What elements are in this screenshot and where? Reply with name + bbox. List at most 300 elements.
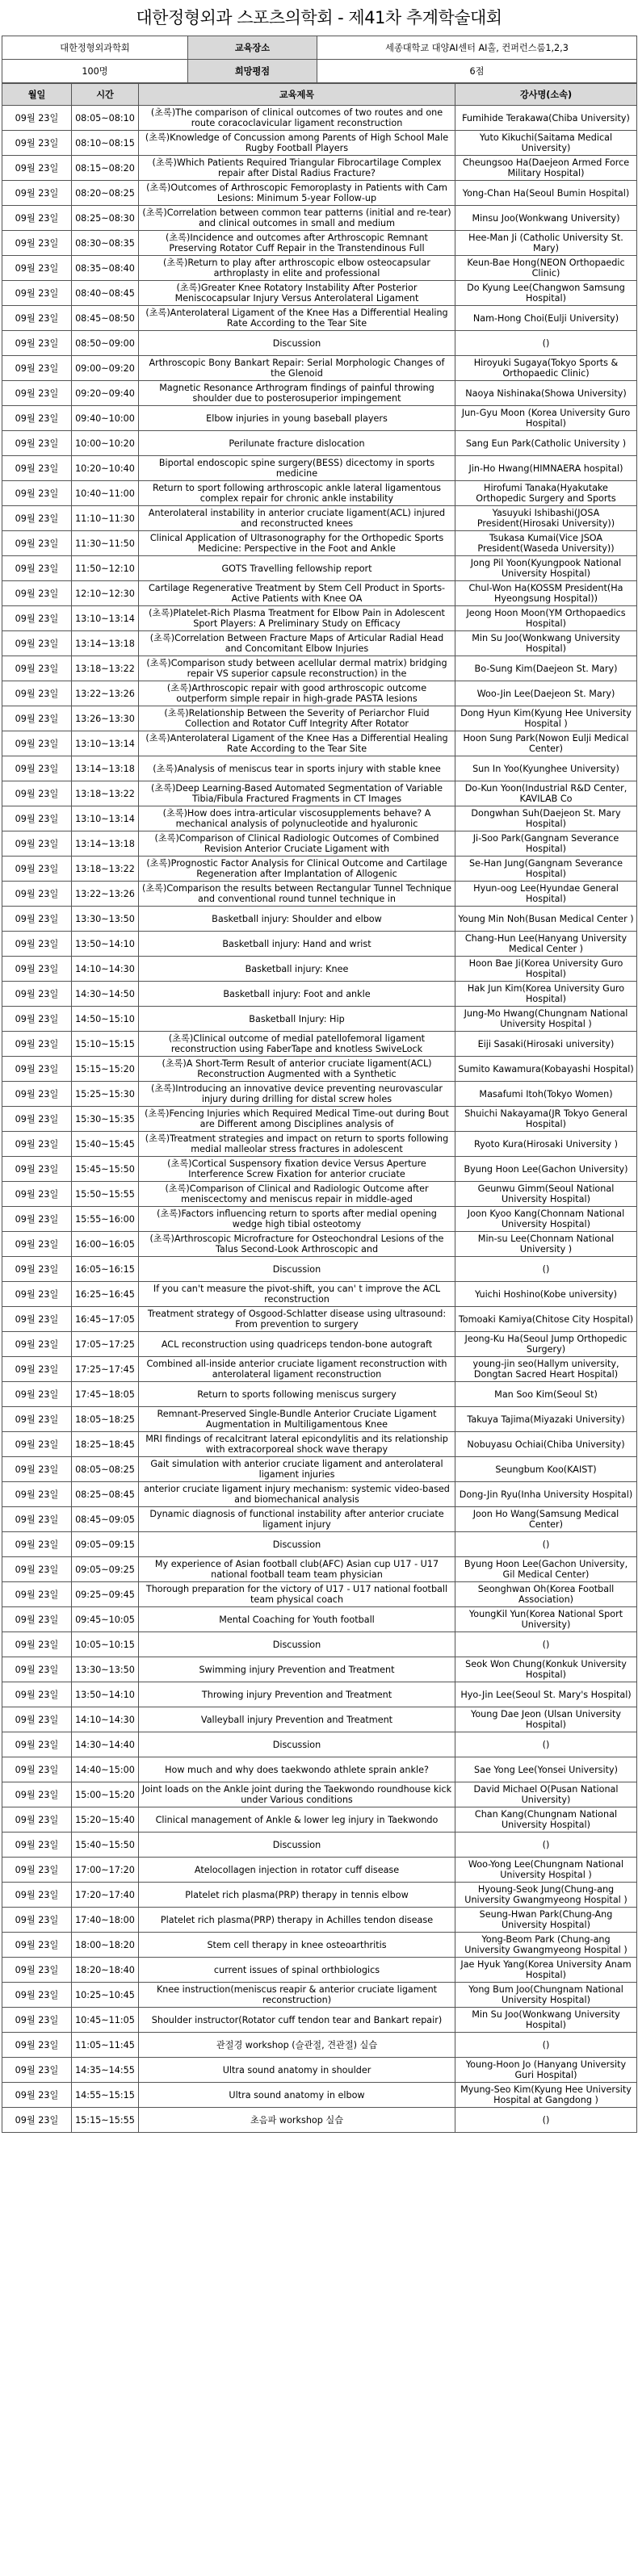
row-date: 09월 23일 — [2, 1557, 72, 1582]
org-name: 대한정형외과학회 — [2, 36, 188, 60]
row-title: Basketball injury: Shoulder and elbow — [139, 907, 455, 932]
table-row — [2, 1107, 637, 1132]
table-row — [2, 1933, 637, 1958]
row-time: 15:20~15:40 — [72, 1807, 139, 1833]
row-title: Biportal endoscopic spine surgery(BESS) dicectomy in sports medicine — [139, 456, 455, 481]
row-speaker: Hee-Man Ji (Catholic University St. Mary) — [455, 231, 637, 256]
credit-label: 희망평점 — [188, 60, 317, 83]
row-date: 09월 23일 — [2, 1182, 72, 1207]
table-row — [2, 356, 637, 381]
row-title: (초록)Return to play after arthroscopic elbow osteocapsular arthroplasty in elite and professional — [139, 256, 455, 281]
row-title: anterior cruciate ligament injury mechanism: systemic video-based and biomechanical analysis — [139, 1482, 455, 1507]
row-speaker: () — [455, 1532, 637, 1557]
row-title: GOTS Travelling fellowship report — [139, 556, 455, 581]
row-time: 09:05~09:25 — [72, 1557, 139, 1582]
row-title: (초록)Knowledge of Concussion among Parents of High School Male Rugby Football Players — [139, 131, 455, 156]
row-speaker: Chang-Hun Lee(Hanyang University Medical Center ) — [455, 932, 637, 957]
table-row — [2, 506, 637, 531]
row-time: 17:25~17:45 — [72, 1357, 139, 1382]
row-date: 09월 23일 — [2, 356, 72, 381]
row-time: 10:40~11:00 — [72, 481, 139, 506]
table-row — [2, 756, 637, 781]
row-title: Clinical Application of Ultrasonography for the Orthopedic Sports Medicine: Perspective in the Foot and Ankle — [139, 531, 455, 556]
row-speaker: Dong-Jin Ryu(Inha University Hospital) — [455, 1482, 637, 1507]
row-speaker: Joon Ho Wang(Samsung Medical Center) — [455, 1507, 637, 1532]
table-row — [2, 1232, 637, 1257]
row-title: Ultra sound anatomy in elbow — [139, 2083, 455, 2108]
row-time: 08:40~08:45 — [72, 281, 139, 306]
row-speaker: Tomoaki Kamiya(Chitose City Hospital) — [455, 1307, 637, 1332]
row-date: 09월 23일 — [2, 957, 72, 982]
row-time: 13:18~13:22 — [72, 656, 139, 681]
row-date: 09월 23일 — [2, 1757, 72, 1782]
row-speaker: Jung-Mo Hwang(Chungnam National University Hospital ) — [455, 1007, 637, 1032]
row-title: (초록)Anterolateral Ligament of the Knee Has a Differential Healing Rate According to the Tear Site — [139, 306, 455, 331]
row-speaker: young-jin seo(Hallym university, Dongtan Sacred Heart Hospital) — [455, 1357, 637, 1382]
row-date: 09월 23일 — [2, 306, 72, 331]
table-row — [2, 1457, 637, 1482]
row-time: 11:30~11:50 — [72, 531, 139, 556]
row-speaker: Sumito Kawamura(Kobayashi Hospital) — [455, 1057, 637, 1082]
page-title: 대한정형외과 스포츠의학회 - 제41차 추계학술대회 — [136, 8, 502, 27]
row-date: 09월 23일 — [2, 2008, 72, 2033]
table-row — [2, 1007, 637, 1032]
row-title: Thorough preparation for the victory of U17 - U17 national football team physical coach — [139, 1582, 455, 1607]
row-time: 13:18~13:22 — [72, 781, 139, 806]
table-row — [2, 2108, 637, 2133]
row-title: Knee instruction(meniscus reapir & anterior cruciate ligament reconstruction) — [139, 1983, 455, 2008]
table-row — [2, 681, 637, 706]
row-time: 09:45~10:05 — [72, 1607, 139, 1632]
table-row — [2, 456, 637, 481]
table-row — [2, 1132, 637, 1157]
row-time: 14:40~15:00 — [72, 1757, 139, 1782]
row-date: 09월 23일 — [2, 2108, 72, 2133]
table-row — [2, 957, 637, 982]
row-speaker: Woo-Jin Lee(Daejeon St. Mary) — [455, 681, 637, 706]
row-time: 18:25~18:45 — [72, 1432, 139, 1457]
row-title: (초록)Outcomes of Arthroscopic Femoroplasty in Patients with Cam Lesions: Minimum 5-year Follow-up — [139, 181, 455, 206]
row-speaker: Seonghwan Oh(Korea Football Association) — [455, 1582, 637, 1607]
row-title: (초록)Comparison of Clinical and Radiologic Outcome after meniscectomy and meniscus repair in middle-aged — [139, 1182, 455, 1207]
row-speaker: Hoon Sung Park(Nowon Eulji Medical Center) — [455, 731, 637, 756]
table-row — [2, 256, 637, 281]
table-row — [2, 2058, 637, 2083]
row-time: 15:25~15:30 — [72, 1082, 139, 1107]
table-row — [2, 1507, 637, 1532]
row-time: 16:45~17:05 — [72, 1307, 139, 1332]
row-time: 11:10~11:30 — [72, 506, 139, 531]
row-speaker: Takuya Tajima(Miyazaki University) — [455, 1407, 637, 1432]
row-title: MRI findings of recalcitrant lateral epicondylitis and its relationship with extracorporeal shock wave therapy — [139, 1432, 455, 1457]
row-speaker: Chul-Won Ha(KOSSM President(Ha Hyeongsung Hospital)) — [455, 581, 637, 606]
row-date: 09월 23일 — [2, 1282, 72, 1307]
row-time: 13:10~13:14 — [72, 806, 139, 831]
table-row — [2, 831, 637, 857]
row-date: 09월 23일 — [2, 1582, 72, 1607]
row-title: Clinical management of Ankle & lower leg injury in Taekwondo — [139, 1807, 455, 1833]
row-date: 09월 23일 — [2, 1833, 72, 1858]
row-speaker: () — [455, 2033, 637, 2058]
row-date: 09월 23일 — [2, 1082, 72, 1107]
row-date: 09월 23일 — [2, 331, 72, 356]
row-speaker: Do-Kun Yoon(Industrial R&D Center, KAVILAB Co — [455, 781, 637, 806]
row-time: 16:05~16:15 — [72, 1257, 139, 1282]
row-title: Treatment strategy of Osgood-Schlatter disease using ultrasound: From prevention to surgery — [139, 1307, 455, 1332]
col-header-speaker: 강사명(소속) — [455, 84, 637, 106]
row-time: 14:30~14:40 — [72, 1732, 139, 1757]
row-date: 09월 23일 — [2, 481, 72, 506]
row-speaker: Dongwhan Suh(Daejeon St. Mary Hospital) — [455, 806, 637, 831]
row-title: Platelet rich plasma(PRP) therapy in Achilles tendon disease — [139, 1908, 455, 1933]
row-speaker: Young Dae Jeon (Ulsan University Hospital) — [455, 1707, 637, 1732]
row-speaker: Jun-Gyu Moon (Korea University Guro Hospital) — [455, 406, 637, 431]
row-date: 09월 23일 — [2, 1958, 72, 1983]
row-date: 09월 23일 — [2, 1807, 72, 1833]
row-time: 08:30~08:35 — [72, 231, 139, 256]
row-date: 09월 23일 — [2, 982, 72, 1007]
row-date: 09월 23일 — [2, 806, 72, 831]
table-row — [2, 1182, 637, 1207]
row-speaker: Yuto Kikuchi(Saitama Medical University) — [455, 131, 637, 156]
row-speaker: Geunwu Gimm(Seoul National University Hospital) — [455, 1182, 637, 1207]
row-time: 14:10~14:30 — [72, 957, 139, 982]
row-date: 09월 23일 — [2, 1883, 72, 1908]
row-date: 09월 23일 — [2, 1332, 72, 1357]
row-speaker: Ji-Soo Park(Gangnam Severance Hospital) — [455, 831, 637, 857]
row-title: If you can't measure the pivot-shift, you can' t improve the ACL reconstruction — [139, 1282, 455, 1307]
row-title: (초록)Correlation Between Fracture Maps of Articular Radial Head and Concomitant Elbow Injuries — [139, 631, 455, 656]
row-speaker: David Michael O(Pusan National University) — [455, 1782, 637, 1807]
row-time: 15:00~15:20 — [72, 1782, 139, 1807]
row-time: 13:30~13:50 — [72, 1657, 139, 1682]
row-title: (초록)How does intra-articular viscosupplements behave? A mechanical analysis of polynucleotide and hyaluronic — [139, 806, 455, 831]
row-speaker: Jeong-Ku Ha(Seoul Jump Orthopedic Surgery) — [455, 1332, 637, 1357]
table-row — [2, 331, 637, 356]
row-time: 18:05~18:25 — [72, 1407, 139, 1432]
row-time: 09:05~09:15 — [72, 1532, 139, 1557]
table-row — [2, 531, 637, 556]
row-speaker: Jeong Hoon Moon(YM Orthopaedics Hospital) — [455, 606, 637, 631]
row-time: 13:14~13:18 — [72, 756, 139, 781]
row-title: Basketball injury: Knee — [139, 957, 455, 982]
row-title: Ultra sound anatomy in shoulder — [139, 2058, 455, 2083]
row-title: Remnant-Preserved Single-Bundle Anterior Cruciate Ligament Augmentation in Multiligamentous Knee — [139, 1407, 455, 1432]
row-time: 14:35~14:55 — [72, 2058, 139, 2083]
row-title: (초록)Anterolateral Ligament of the Knee Has a Differential Healing Rate According to the Tear Site — [139, 731, 455, 756]
row-time: 08:25~08:30 — [72, 206, 139, 231]
row-time: 08:25~08:45 — [72, 1482, 139, 1507]
table-row — [2, 431, 637, 456]
row-speaker: Naoya Nishinaka(Showa University) — [455, 381, 637, 406]
row-date: 09월 23일 — [2, 1532, 72, 1557]
row-title: (초록)Arthroscopic Microfracture for Osteochondral Lesions of the Talus Second-Look Arthroscopic and — [139, 1232, 455, 1257]
row-title: (초록)The comparison of clinical outcomes of two routes and one route coracoclavicular ligament reconstruction — [139, 106, 455, 131]
row-title: (초록)Greater Knee Rotatory Instability After Posterior Meniscocapsular Injury Versus Anterolateral Ligament — [139, 281, 455, 306]
row-speaker: Hyo-Jin Lee(Seoul St. Mary's Hospital) — [455, 1682, 637, 1707]
row-title: Basketball injury: Hand and wrist — [139, 932, 455, 957]
row-title: (초록)Comparison study between acellular dermal matrix) bridging repair VS superior capsule reconstruction) in the — [139, 656, 455, 681]
row-title: Combined all-inside anterior cruciate ligament reconstruction with anterolateral ligament reconstruction — [139, 1357, 455, 1382]
row-speaker: Byung Hoon Lee(Gachon University) — [455, 1157, 637, 1182]
row-date: 09월 23일 — [2, 406, 72, 431]
row-date: 09월 23일 — [2, 1257, 72, 1282]
row-date: 09월 23일 — [2, 1507, 72, 1532]
row-speaker: Masafumi Itoh(Tokyo Women) — [455, 1082, 637, 1107]
row-title: (초록)Platelet-Rich Plasma Treatment for Elbow Pain in Adolescent Sport Players: A Preliminary Study on Efficacy — [139, 606, 455, 631]
row-speaker: Hiroyuki Sugaya(Tokyo Sports & Orthopaedic Clinic) — [455, 356, 637, 381]
table-row — [2, 1757, 637, 1782]
row-speaker: Sang Eun Park(Catholic University ) — [455, 431, 637, 456]
row-time: 11:50~12:10 — [72, 556, 139, 581]
row-time: 13:14~13:18 — [72, 831, 139, 857]
table-row — [2, 1057, 637, 1082]
col-header-date: 월일 — [2, 84, 72, 106]
row-title: Discussion — [139, 1833, 455, 1858]
row-title: (초록)Fencing Injuries which Required Medical Time-out during Bout are Different among Disciplines analysis of — [139, 1107, 455, 1132]
row-date: 09월 23일 — [2, 1407, 72, 1432]
table-row — [2, 1958, 637, 1983]
row-date: 09월 23일 — [2, 631, 72, 656]
row-time: 15:40~15:45 — [72, 1132, 139, 1157]
table-row — [2, 131, 637, 156]
row-date: 09월 23일 — [2, 1032, 72, 1057]
row-date: 09월 23일 — [2, 281, 72, 306]
row-title: (초록)Which Patients Required Triangular Fibrocartilage Complex repair after Distal Radius Fracture? — [139, 156, 455, 181]
row-time: 15:50~15:55 — [72, 1182, 139, 1207]
info-row-credit — [2, 60, 637, 83]
hours-value: 100명 — [2, 60, 188, 83]
row-title: (초록)Incidence and outcomes after Arthroscopic Remnant Preserving Rotator Cuff Repair in the Transtendinous Full — [139, 231, 455, 256]
row-time: 12:10~12:30 — [72, 581, 139, 606]
row-speaker: Tsukasa Kumai(Vice JSOA President(Waseda University)) — [455, 531, 637, 556]
row-speaker: Shuichi Nakayama(JR Tokyo General Hospital) — [455, 1107, 637, 1132]
row-time: 18:20~18:40 — [72, 1958, 139, 1983]
row-speaker: Hak Jun Kim(Korea University Guro Hospital) — [455, 982, 637, 1007]
row-speaker: Jin-Ho Hwang(HIMNAERA hospital) — [455, 456, 637, 481]
row-time: 10:25~10:45 — [72, 1983, 139, 2008]
row-time: 17:40~18:00 — [72, 1908, 139, 1933]
row-title: Dynamic diagnosis of functional instability after anterior cruciate ligament injury — [139, 1507, 455, 1532]
row-title: Basketball injury: Foot and ankle — [139, 982, 455, 1007]
venue-value: 세종대학교 대양AI센터 AI홀, 컨퍼런스룸1,2,3 — [317, 36, 637, 60]
row-time: 15:55~16:00 — [72, 1207, 139, 1232]
row-speaker: Do Kyung Lee(Changwon Samsung Hospital) — [455, 281, 637, 306]
row-title: (초록)Relationship Between the Severity of Periarchor Fluid Collection and Rotator Cuff Integrity After Rotator — [139, 706, 455, 731]
row-date: 09월 23일 — [2, 1707, 72, 1732]
table-row — [2, 1632, 637, 1657]
row-time: 18:00~18:20 — [72, 1933, 139, 1958]
row-title: (초록)Correlation between common tear patterns (initial and re-tear) and clinical outcomes in small and medium — [139, 206, 455, 231]
row-speaker: () — [455, 1257, 637, 1282]
row-speaker: Jae Hyuk Yang(Korea University Anam Hospital) — [455, 1958, 637, 1983]
table-row — [2, 932, 637, 957]
row-speaker: Seungbum Koo(KAIST) — [455, 1457, 637, 1482]
table-row — [2, 1032, 637, 1057]
row-speaker: Yong-Beom Park (Chung-ang University Gwangmyeong Hospital ) — [455, 1933, 637, 1958]
table-row — [2, 1207, 637, 1232]
row-time: 09:40~10:00 — [72, 406, 139, 431]
row-time: 13:30~13:50 — [72, 907, 139, 932]
row-date: 09월 23일 — [2, 456, 72, 481]
row-title: current issues of spinal orthbiologics — [139, 1958, 455, 1983]
row-time: 17:05~17:25 — [72, 1332, 139, 1357]
row-date: 09월 23일 — [2, 581, 72, 606]
row-title: Shoulder instructor(Rotator cuff tendon tear and Bankart repair) — [139, 2008, 455, 2033]
table-row — [2, 1833, 637, 1858]
row-speaker: Woo-Yong Lee(Chungnam National University Hospital ) — [455, 1858, 637, 1883]
info-row-venue — [2, 36, 637, 60]
table-row — [2, 907, 637, 932]
row-speaker: Young Min Noh(Busan Medical Center ) — [455, 907, 637, 932]
row-time: 13:50~14:10 — [72, 1682, 139, 1707]
row-speaker: Minsu Joo(Wonkwang University) — [455, 206, 637, 231]
row-date: 09월 23일 — [2, 1632, 72, 1657]
row-speaker: Byung Hoon Lee(Gachon University, Gil Medical Center) — [455, 1557, 637, 1582]
table-row — [2, 1382, 637, 1407]
row-date: 09월 23일 — [2, 381, 72, 406]
table-row — [2, 481, 637, 506]
row-speaker: () — [455, 1732, 637, 1757]
row-speaker: Hyun-oog Lee(Hyundae General Hospital) — [455, 882, 637, 907]
row-speaker: Seok Won Chung(Konkuk University Hospital) — [455, 1657, 637, 1682]
table-row — [2, 1858, 637, 1883]
row-date: 09월 23일 — [2, 1207, 72, 1232]
table-row — [2, 706, 637, 731]
row-date: 09월 23일 — [2, 1732, 72, 1757]
row-speaker: Yasuyuki Ishibashi(JOSA President(Hirosaki University)) — [455, 506, 637, 531]
row-title: (초록)Deep Learning-Based Automated Segmentation of Variable Tibia/Fibula Fractured Fragments in CT Images — [139, 781, 455, 806]
row-speaker: () — [455, 331, 637, 356]
table-row — [2, 656, 637, 681]
table-row — [2, 281, 637, 306]
table-row — [2, 1732, 637, 1757]
row-time: 16:25~16:45 — [72, 1282, 139, 1307]
credit-value: 6점 — [317, 60, 637, 83]
row-title: 초음파 workshop 실습 — [139, 2108, 455, 2133]
row-speaker: Ryoto Kura(Hirosaki University ) — [455, 1132, 637, 1157]
row-title: Discussion — [139, 331, 455, 356]
row-title: (초록)Introducing an innovative device preventing neurovascular injury during drilling for distal screw holes — [139, 1082, 455, 1107]
row-date: 09월 23일 — [2, 1782, 72, 1807]
table-row — [2, 1983, 637, 2008]
row-time: 14:55~15:15 — [72, 2083, 139, 2108]
row-time: 16:00~16:05 — [72, 1232, 139, 1257]
table-row — [2, 1157, 637, 1182]
row-speaker: Seung-Hwan Park(Chung-Ang University Hospital) — [455, 1908, 637, 1933]
row-date: 09월 23일 — [2, 2058, 72, 2083]
row-date: 09월 23일 — [2, 857, 72, 882]
row-speaker: Yong Bum Joo(Chungnam National University Hospital) — [455, 1983, 637, 2008]
row-speaker: Chan Kang(Chungnam National University Hospital) — [455, 1807, 637, 1833]
table-row — [2, 1307, 637, 1332]
row-time: 10:45~11:05 — [72, 2008, 139, 2033]
table-row — [2, 106, 637, 131]
row-time: 10:05~10:15 — [72, 1632, 139, 1657]
row-time: 13:10~13:14 — [72, 606, 139, 631]
table-row — [2, 1407, 637, 1432]
table-row — [2, 2083, 637, 2108]
table-row — [2, 2033, 637, 2058]
table-row — [2, 306, 637, 331]
row-date: 09월 23일 — [2, 181, 72, 206]
row-time: 17:20~17:40 — [72, 1883, 139, 1908]
row-date: 09월 23일 — [2, 1457, 72, 1482]
table-row — [2, 1582, 637, 1607]
row-title: Gait simulation with anterior cruciate ligament and anterolateral ligament injuries — [139, 1457, 455, 1482]
row-title: (초록)Treatment strategies and impact on return to sports following medial malleolar stress fractures in adolescent — [139, 1132, 455, 1157]
row-time: 13:18~13:22 — [72, 857, 139, 882]
row-time: 17:45~18:05 — [72, 1382, 139, 1407]
row-time: 08:35~08:40 — [72, 256, 139, 281]
row-date: 09월 23일 — [2, 556, 72, 581]
row-speaker: Nobuyasu Ochiai(Chiba University) — [455, 1432, 637, 1457]
row-time: 13:10~13:14 — [72, 731, 139, 756]
row-title: How much and why does taekwondo athlete sprain ankle? — [139, 1757, 455, 1782]
table-row — [2, 1908, 637, 1933]
row-date: 09월 23일 — [2, 1607, 72, 1632]
row-speaker: Hoon Bae Ji(Korea University Guro Hospital) — [455, 957, 637, 982]
row-speaker: () — [455, 1833, 637, 1858]
row-date: 09월 23일 — [2, 1858, 72, 1883]
row-title: Valleyball injury Prevention and Treatment — [139, 1707, 455, 1732]
row-time: 13:22~13:26 — [72, 882, 139, 907]
table-row — [2, 1607, 637, 1632]
row-title: Swimming injury Prevention and Treatment — [139, 1657, 455, 1682]
row-title: Return to sports following meniscus surgery — [139, 1382, 455, 1407]
table-row — [2, 1657, 637, 1682]
table-row — [2, 731, 637, 756]
row-title: (초록)Factors influencing return to sports after medial opening wedge high tibial osteotomy — [139, 1207, 455, 1232]
row-title: Atelocollagen injection in rotator cuff disease — [139, 1858, 455, 1883]
row-title: Mental Coaching for Youth football — [139, 1607, 455, 1632]
row-date: 09월 23일 — [2, 1157, 72, 1182]
row-time: 08:10~08:15 — [72, 131, 139, 156]
row-date: 09월 23일 — [2, 706, 72, 731]
row-date: 09월 23일 — [2, 256, 72, 281]
row-date: 09월 23일 — [2, 731, 72, 756]
table-row — [2, 1257, 637, 1282]
table-row — [2, 206, 637, 231]
row-date: 09월 23일 — [2, 932, 72, 957]
row-time: 09:25~09:45 — [72, 1582, 139, 1607]
row-date: 09월 23일 — [2, 2083, 72, 2108]
row-time: 17:00~17:20 — [72, 1858, 139, 1883]
row-date: 09월 23일 — [2, 1933, 72, 1958]
row-title: Anterolateral instability in anterior cruciate ligament(ACL) injured and reconstructed knees — [139, 506, 455, 531]
row-title: 관절경 workshop (슬관절, 견관절) 실습 — [139, 2033, 455, 2058]
table-row — [2, 581, 637, 606]
row-speaker: () — [455, 2108, 637, 2133]
row-date: 09월 23일 — [2, 1657, 72, 1682]
row-time: 09:00~09:20 — [72, 356, 139, 381]
row-title: Cartilage Regenerative Treatment by Stem Cell Product in Sports-Active Patients with Knee OA — [139, 581, 455, 606]
table-row — [2, 156, 637, 181]
table-row — [2, 381, 637, 406]
row-title: (초록)Clinical outcome of medial patellofemoral ligament reconstruction using FaberTape and knotless SwiveLock — [139, 1032, 455, 1057]
row-time: 10:20~10:40 — [72, 456, 139, 481]
row-date: 09월 23일 — [2, 831, 72, 857]
row-title: My experience of Asian football club(AFC) Asian cup U17 - U17 national football team team physician — [139, 1557, 455, 1582]
row-date: 09월 23일 — [2, 1057, 72, 1082]
row-title: Basketball Injury: Hip — [139, 1007, 455, 1032]
row-date: 09월 23일 — [2, 1432, 72, 1457]
row-date: 09월 23일 — [2, 1307, 72, 1332]
row-time: 14:50~15:10 — [72, 1007, 139, 1032]
row-date: 09월 23일 — [2, 531, 72, 556]
table-row — [2, 1432, 637, 1457]
row-title: (초록)Cortical Suspensory fixation device Versus Aperture Interference Screw Fixation for anterior cruciate — [139, 1157, 455, 1182]
